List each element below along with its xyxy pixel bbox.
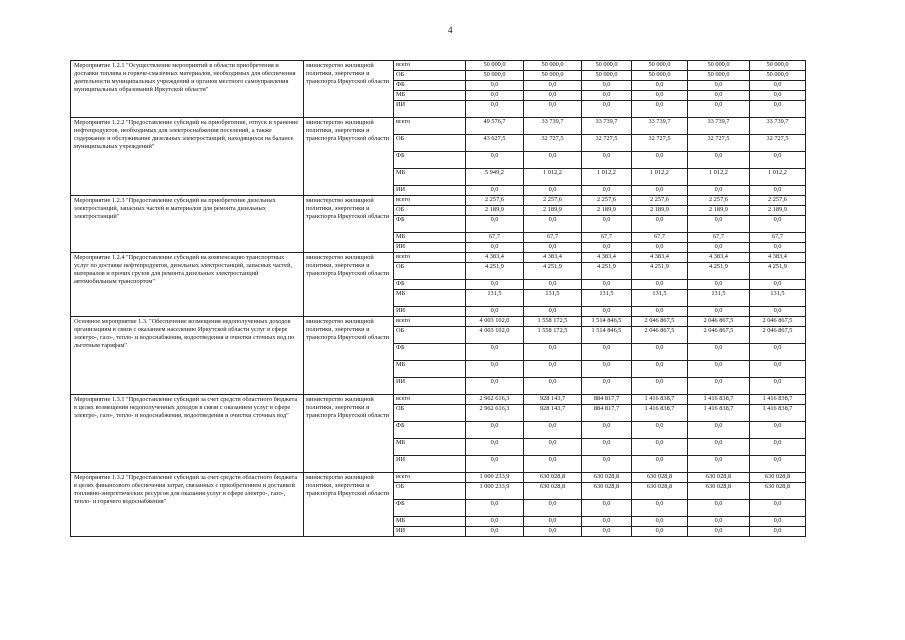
amount-cell: 0,0 [688, 216, 750, 233]
amount-cell: 0,0 [632, 344, 688, 361]
amount-cell: 32 727,5 [632, 135, 688, 152]
amount-cell: 2 046 867,5 [632, 327, 688, 344]
amount-cell: 0,0 [750, 216, 806, 233]
amount-cell: 0,0 [524, 378, 582, 395]
funding-source: ОБ [394, 71, 466, 81]
amount-cell: 0,0 [582, 527, 632, 537]
amount-cell: 4 251,9 [466, 263, 524, 280]
activity-description: Мероприятие 1.2.3 "Предоставление субсидий на приобретение дизельных электростанций, запасных частей и материалов для ремонта дизельных электростанций" [71, 196, 304, 253]
amount-cell: 0,0 [466, 456, 524, 473]
amount-cell: 33 739,7 [582, 118, 632, 135]
amount-cell: 0,0 [750, 422, 806, 439]
amount-cell: 1 558 172,5 [524, 317, 582, 327]
amount-cell: 50 000,0 [750, 61, 806, 71]
amount-cell: 2 257,6 [466, 196, 524, 206]
amount-cell: 630 028,8 [632, 473, 688, 483]
amount-cell: 4 003 102,0 [466, 327, 524, 344]
amount-cell: 2 046 867,5 [750, 327, 806, 344]
amount-cell: 0,0 [524, 517, 582, 527]
amount-cell: 0,0 [582, 91, 632, 101]
amount-cell: 0,0 [524, 91, 582, 101]
funding-source: ИИ [394, 243, 466, 253]
amount-cell: 43 627,5 [466, 135, 524, 152]
amount-cell: 0,0 [750, 527, 806, 537]
amount-cell: 0,0 [632, 152, 688, 169]
amount-cell: 32 727,5 [524, 135, 582, 152]
amount-cell: 1 012,2 [582, 169, 632, 186]
amount-cell: 0,0 [750, 81, 806, 91]
amount-cell: 50 000,0 [524, 71, 582, 81]
amount-cell: 0,0 [632, 422, 688, 439]
amount-cell: 0,0 [750, 243, 806, 253]
table-row [71, 196, 806, 206]
amount-cell: 0,0 [688, 243, 750, 253]
amount-cell: 0,0 [466, 216, 524, 233]
responsible-executor: министерство жилищной политики, энергетики и транспорта Иркутской области [304, 317, 394, 395]
amount-cell: 50 000,0 [466, 71, 524, 81]
amount-cell: 0,0 [466, 439, 524, 456]
financing-table-body [71, 61, 806, 537]
amount-cell: 131,5 [582, 290, 632, 307]
amount-cell: 0,0 [688, 280, 750, 290]
amount-cell: 0,0 [688, 500, 750, 517]
amount-cell: 0,0 [688, 527, 750, 537]
amount-cell: 630 028,8 [524, 483, 582, 500]
amount-cell: 0,0 [750, 361, 806, 378]
amount-cell: 0,0 [582, 439, 632, 456]
amount-cell: 0,0 [524, 307, 582, 317]
funding-source: ФБ [394, 344, 466, 361]
amount-cell: 1 514 846,5 [582, 317, 632, 327]
amount-cell: 1 558 172,5 [524, 327, 582, 344]
amount-cell: 0,0 [582, 456, 632, 473]
amount-cell: 0,0 [632, 243, 688, 253]
amount-cell: 67,7 [632, 233, 688, 243]
amount-cell: 0,0 [632, 216, 688, 233]
amount-cell: 0,0 [750, 307, 806, 317]
table-row [71, 395, 806, 405]
amount-cell: 0,0 [466, 527, 524, 537]
amount-cell: 50 000,0 [750, 71, 806, 81]
amount-cell: 0,0 [750, 378, 806, 395]
amount-cell: 0,0 [582, 378, 632, 395]
amount-cell: 0,0 [632, 101, 688, 118]
amount-cell: 2 189,9 [524, 206, 582, 216]
funding-source: всего [394, 317, 466, 327]
funding-source: ИИ [394, 456, 466, 473]
amount-cell: 0,0 [524, 280, 582, 290]
amount-cell: 4 383,4 [582, 253, 632, 263]
funding-source: ФБ [394, 152, 466, 169]
amount-cell: 0,0 [582, 361, 632, 378]
amount-cell: 0,0 [632, 81, 688, 91]
amount-cell: 0,0 [688, 378, 750, 395]
amount-cell: 0,0 [688, 361, 750, 378]
amount-cell: 0,0 [524, 361, 582, 378]
amount-cell: 0,0 [582, 152, 632, 169]
amount-cell: 2 046 867,5 [688, 317, 750, 327]
funding-source: всего [394, 253, 466, 263]
activity-description: Мероприятие 1.3.1 "Предоставление субсидий за счет средств областного бюджета в целях возмещения недополученных доходов в связи с оказанием услуг в сфере электро-, газо-, тепло- и водоснабжения, водоотведения и очистки сточных вод" [71, 395, 304, 473]
amount-cell: 50 000,0 [688, 61, 750, 71]
activity-description: Основное мероприятие 1.3. "Обеспечение возмещения недополученных доходов организациям в связи с оказанием населению Иркутской области услуг в сфере электро-, газо-, тепло- и водоснабжения, водоотведения и очистки сточных вод по льготным тарифам" [71, 317, 304, 395]
amount-cell: 2 257,6 [750, 196, 806, 206]
funding-source: ИИ [394, 378, 466, 395]
amount-cell: 32 727,5 [750, 135, 806, 152]
funding-source: МБ [394, 517, 466, 527]
activity-description: Мероприятие 1.3.2 "Предоставление субсидий за счет средств областного бюджета в целях финансового обеспечения затрат, связанных с приобретением и доставкой топливно-энергетических ресурсов для оказания услуг в сфере электро-, газо-, тепло- и горячего водоснабжения" [71, 473, 304, 537]
amount-cell: 0,0 [750, 101, 806, 118]
amount-cell: 50 000,0 [688, 71, 750, 81]
amount-cell: 33 739,7 [750, 118, 806, 135]
amount-cell: 0,0 [632, 500, 688, 517]
amount-cell: 67,7 [582, 233, 632, 243]
amount-cell: 0,0 [466, 307, 524, 317]
table-row [71, 61, 806, 71]
amount-cell: 49 576,7 [466, 118, 524, 135]
amount-cell: 0,0 [632, 527, 688, 537]
funding-source: всего [394, 118, 466, 135]
amount-cell: 0,0 [750, 439, 806, 456]
amount-cell: 0,0 [688, 91, 750, 101]
amount-cell: 0,0 [750, 500, 806, 517]
amount-cell: 928 143,7 [524, 405, 582, 422]
amount-cell: 32 727,5 [582, 135, 632, 152]
page-number: 4 [448, 25, 453, 35]
amount-cell: 630 028,8 [750, 483, 806, 500]
funding-source: ФБ [394, 500, 466, 517]
amount-cell: 0,0 [688, 186, 750, 196]
funding-source: ФБ [394, 422, 466, 439]
funding-source: ОБ [394, 135, 466, 152]
amount-cell: 131,5 [466, 290, 524, 307]
amount-cell: 50 000,0 [632, 71, 688, 81]
funding-source: МБ [394, 169, 466, 186]
amount-cell: 50 000,0 [524, 61, 582, 71]
amount-cell: 2 257,6 [688, 196, 750, 206]
funding-source: МБ [394, 233, 466, 243]
amount-cell: 0,0 [466, 91, 524, 101]
amount-cell: 0,0 [750, 344, 806, 361]
amount-cell: 4 251,9 [632, 263, 688, 280]
amount-cell: 33 739,7 [688, 118, 750, 135]
funding-source: ОБ [394, 206, 466, 216]
amount-cell: 0,0 [524, 152, 582, 169]
activity-description: Мероприятие 1.2.4 "Предоставление субсидий на компенсацию транспортных услуг по доставке нефтепродуктов, дизельных электростанций, запасных частей, материалов и прочих грузов для ремонта дизельных электростанций автомобильным транспортом" [71, 253, 304, 317]
funding-source: ОБ [394, 263, 466, 280]
amount-cell: 0,0 [688, 422, 750, 439]
amount-cell: 5 949,2 [466, 169, 524, 186]
amount-cell: 1 514 846,5 [582, 327, 632, 344]
amount-cell: 131,5 [524, 290, 582, 307]
amount-cell: 67,7 [688, 233, 750, 243]
responsible-executor: министерство жилищной политики, энергетики и транспорта Иркутской области [304, 196, 394, 253]
amount-cell: 0,0 [524, 527, 582, 537]
amount-cell: 1 000 233,9 [466, 483, 524, 500]
amount-cell: 0,0 [582, 81, 632, 91]
amount-cell: 0,0 [466, 361, 524, 378]
amount-cell: 2 962 616,3 [466, 395, 524, 405]
funding-source: всего [394, 473, 466, 483]
activity-description: Мероприятие 1.2.1 "Осуществление мероприятий в области приобретения и доставки топлива и горюче-смазочных материалов, необходимых для обеспечения деятельности муниципальных учреждений и органов местного самоуправления муниципальных образований Иркутской области" [71, 61, 304, 118]
activity-description: Мероприятие 1.2.2 "Предоставление субсидий на приобретение, отпуск и хранение нефтепродуктов, необходимых для электроснабжения поселений, а также содержание и обслуживание дизельных электростанций, находящихся на балансе муниципальных учреждений" [71, 118, 304, 196]
amount-cell: 2 257,6 [524, 196, 582, 206]
funding-source: ИИ [394, 186, 466, 196]
amount-cell: 1 416 838,7 [688, 395, 750, 405]
amount-cell: 0,0 [466, 517, 524, 527]
amount-cell: 0,0 [466, 152, 524, 169]
table-row [71, 317, 806, 327]
amount-cell: 0,0 [524, 422, 582, 439]
responsible-executor: министерство жилищной политики, энергетики и транспорта Иркутской области [304, 118, 394, 196]
amount-cell: 2 189,9 [750, 206, 806, 216]
amount-cell: 0,0 [688, 81, 750, 91]
funding-source: МБ [394, 361, 466, 378]
amount-cell: 33 739,7 [632, 118, 688, 135]
amount-cell: 1 416 838,7 [750, 395, 806, 405]
table-row [71, 253, 806, 263]
amount-cell: 4 383,4 [750, 253, 806, 263]
amount-cell: 0,0 [582, 216, 632, 233]
amount-cell: 32 727,5 [688, 135, 750, 152]
amount-cell: 0,0 [524, 500, 582, 517]
amount-cell: 4 251,9 [582, 263, 632, 280]
amount-cell: 0,0 [582, 307, 632, 317]
funding-source: ИИ [394, 527, 466, 537]
funding-source: всего [394, 196, 466, 206]
amount-cell: 630 028,8 [632, 483, 688, 500]
funding-source: всего [394, 395, 466, 405]
amount-cell: 1 416 838,7 [688, 405, 750, 422]
amount-cell: 0,0 [750, 280, 806, 290]
amount-cell: 0,0 [466, 378, 524, 395]
funding-source: МБ [394, 439, 466, 456]
amount-cell: 0,0 [688, 439, 750, 456]
amount-cell: 4 383,4 [632, 253, 688, 263]
amount-cell: 50 000,0 [632, 61, 688, 71]
amount-cell: 0,0 [582, 101, 632, 118]
amount-cell: 2 046 867,5 [750, 317, 806, 327]
amount-cell: 884 817,7 [582, 405, 632, 422]
amount-cell: 0,0 [466, 243, 524, 253]
responsible-executor: министерство жилищной политики, энергетики и транспорта Иркутской области [304, 395, 394, 473]
amount-cell: 630 028,8 [524, 473, 582, 483]
amount-cell: 0,0 [466, 422, 524, 439]
funding-source: ОБ [394, 405, 466, 422]
amount-cell: 0,0 [524, 186, 582, 196]
amount-cell: 2 046 867,5 [632, 317, 688, 327]
amount-cell: 0,0 [750, 152, 806, 169]
amount-cell: 33 739,7 [524, 118, 582, 135]
amount-cell: 131,5 [632, 290, 688, 307]
amount-cell: 630 028,8 [750, 473, 806, 483]
amount-cell: 0,0 [524, 456, 582, 473]
amount-cell: 0,0 [466, 101, 524, 118]
funding-source: ОБ [394, 483, 466, 500]
amount-cell: 0,0 [524, 216, 582, 233]
funding-source: всего [394, 61, 466, 71]
amount-cell: 0,0 [582, 186, 632, 196]
amount-cell: 0,0 [466, 500, 524, 517]
amount-cell: 630 028,8 [688, 483, 750, 500]
amount-cell: 0,0 [632, 361, 688, 378]
responsible-executor: министерство жилищной политики, энергетики и транспорта Иркутской области [304, 473, 394, 537]
amount-cell: 0,0 [688, 456, 750, 473]
amount-cell: 1 012,2 [524, 169, 582, 186]
amount-cell: 50 000,0 [466, 61, 524, 71]
funding-source: ФБ [394, 216, 466, 233]
funding-source: МБ [394, 91, 466, 101]
amount-cell: 67,7 [750, 233, 806, 243]
amount-cell: 0,0 [582, 500, 632, 517]
amount-cell: 630 028,8 [582, 483, 632, 500]
table-row [71, 118, 806, 135]
amount-cell: 0,0 [688, 307, 750, 317]
amount-cell: 0,0 [466, 280, 524, 290]
amount-cell: 50 000,0 [582, 71, 632, 81]
amount-cell: 4 383,4 [524, 253, 582, 263]
amount-cell: 0,0 [750, 517, 806, 527]
amount-cell: 2 046 867,5 [688, 327, 750, 344]
amount-cell: 0,0 [524, 81, 582, 91]
amount-cell: 1 416 838,7 [632, 405, 688, 422]
funding-source: ИИ [394, 101, 466, 118]
amount-cell: 2 189,9 [466, 206, 524, 216]
amount-cell: 131,5 [688, 290, 750, 307]
amount-cell: 1 416 838,7 [750, 405, 806, 422]
table-row [71, 473, 806, 483]
amount-cell: 1 416 838,7 [632, 395, 688, 405]
responsible-executor: министерство жилищной политики, энергетики и транспорта Иркутской области [304, 253, 394, 317]
funding-source: ФБ [394, 280, 466, 290]
amount-cell: 0,0 [750, 91, 806, 101]
amount-cell: 1 012,2 [750, 169, 806, 186]
amount-cell: 630 028,8 [688, 473, 750, 483]
amount-cell: 0,0 [632, 378, 688, 395]
amount-cell: 2 962 616,3 [466, 405, 524, 422]
amount-cell: 0,0 [582, 344, 632, 361]
amount-cell: 67,7 [466, 233, 524, 243]
amount-cell: 0,0 [466, 186, 524, 196]
amount-cell: 0,0 [466, 344, 524, 361]
amount-cell: 1 000 233,9 [466, 473, 524, 483]
amount-cell: 131,5 [750, 290, 806, 307]
amount-cell: 0,0 [524, 439, 582, 456]
amount-cell: 630 028,8 [582, 473, 632, 483]
amount-cell: 2 189,9 [688, 206, 750, 216]
amount-cell: 4 251,9 [688, 263, 750, 280]
amount-cell: 928 143,7 [524, 395, 582, 405]
amount-cell: 67,7 [524, 233, 582, 243]
amount-cell: 0,0 [632, 280, 688, 290]
amount-cell: 0,0 [582, 243, 632, 253]
amount-cell: 2 189,9 [632, 206, 688, 216]
amount-cell: 0,0 [524, 344, 582, 361]
funding-source: МБ [394, 290, 466, 307]
amount-cell: 2 257,6 [632, 196, 688, 206]
amount-cell: 0,0 [632, 307, 688, 317]
amount-cell: 0,0 [632, 517, 688, 527]
amount-cell: 0,0 [688, 101, 750, 118]
amount-cell: 1 012,2 [632, 169, 688, 186]
funding-source: ОБ [394, 327, 466, 344]
amount-cell: 2 189,9 [582, 206, 632, 216]
amount-cell: 50 000,0 [582, 61, 632, 71]
amount-cell: 0,0 [582, 517, 632, 527]
amount-cell: 0,0 [632, 456, 688, 473]
amount-cell: 0,0 [632, 186, 688, 196]
amount-cell: 4 251,9 [524, 263, 582, 280]
amount-cell: 0,0 [582, 422, 632, 439]
amount-cell: 0,0 [632, 439, 688, 456]
amount-cell: 0,0 [582, 280, 632, 290]
funding-source: ИИ [394, 307, 466, 317]
amount-cell: 0,0 [466, 81, 524, 91]
amount-cell: 0,0 [688, 152, 750, 169]
amount-cell: 4 383,4 [466, 253, 524, 263]
amount-cell: 4 383,4 [688, 253, 750, 263]
amount-cell: 0,0 [750, 456, 806, 473]
amount-cell: 0,0 [632, 91, 688, 101]
amount-cell: 1 012,2 [688, 169, 750, 186]
responsible-executor: министерство жилищной политики, энергетики и транспорта Иркутской области [304, 61, 394, 118]
amount-cell: 0,0 [688, 517, 750, 527]
amount-cell: 884 817,7 [582, 395, 632, 405]
funding-source: ФБ [394, 81, 466, 91]
financing-table [70, 60, 806, 537]
amount-cell: 2 257,6 [582, 196, 632, 206]
amount-cell: 0,0 [688, 344, 750, 361]
amount-cell: 0,0 [524, 101, 582, 118]
amount-cell: 4 003 102,0 [466, 317, 524, 327]
amount-cell: 4 251,9 [750, 263, 806, 280]
amount-cell: 0,0 [524, 243, 582, 253]
amount-cell: 0,0 [750, 186, 806, 196]
